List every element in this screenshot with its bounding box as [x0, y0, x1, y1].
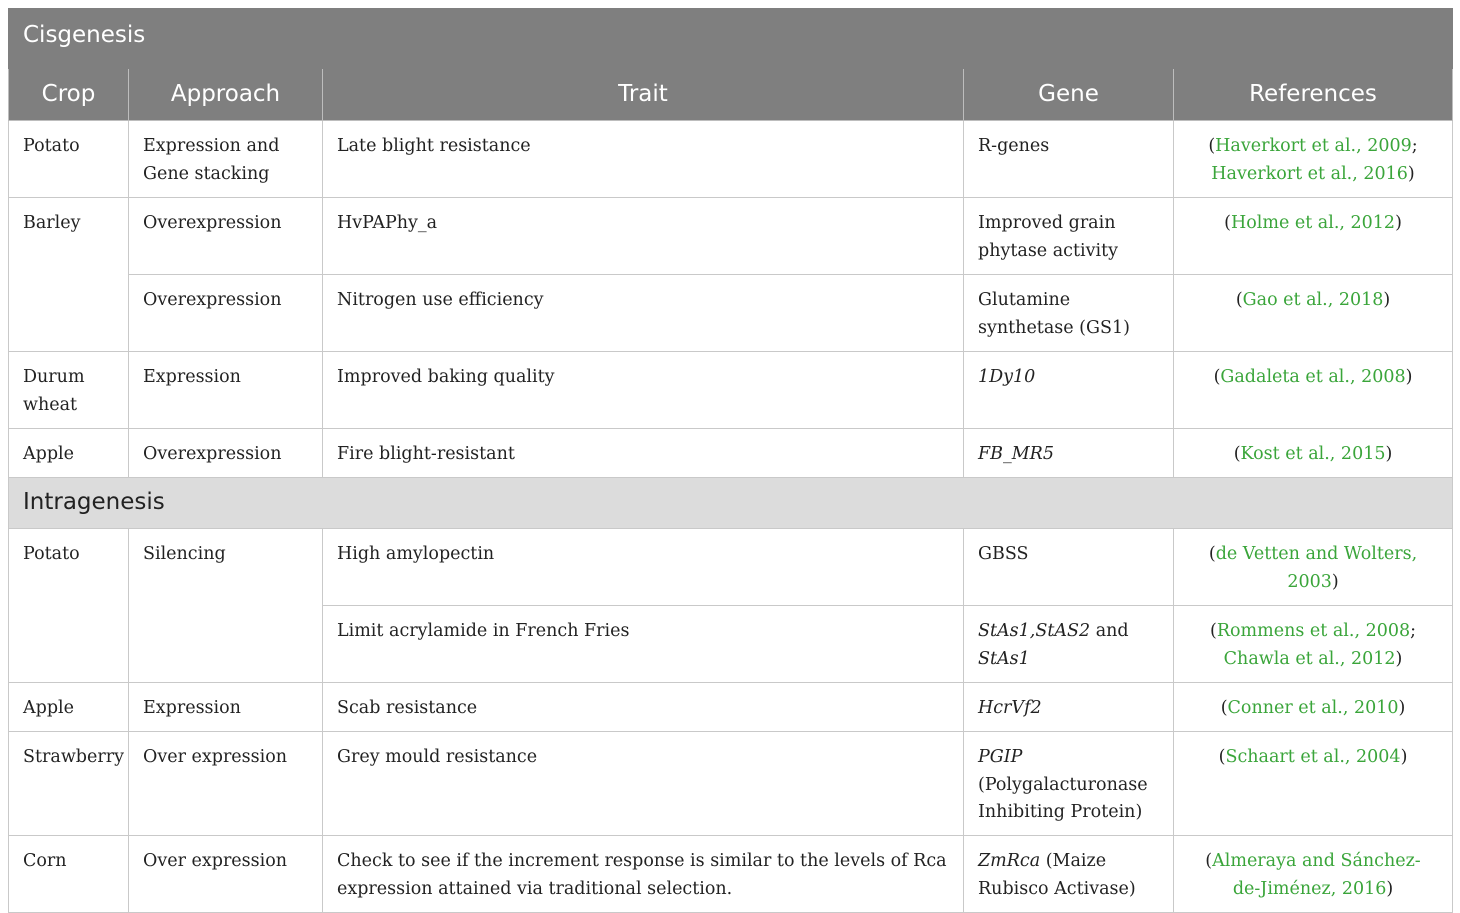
- trait-cell: Scab resistance: [323, 683, 964, 732]
- crop-cell: Barley: [9, 198, 129, 352]
- citation-link[interactable]: Haverkort et al., 2016: [1211, 163, 1408, 184]
- table-row: [9, 275, 1453, 352]
- table-row: [9, 529, 1453, 606]
- section-row-cisgenesis: [9, 9, 1453, 69]
- approach-cell: Overexpression: [129, 275, 323, 352]
- references-cell: (Kost et al., 2015): [1174, 429, 1453, 478]
- references-cell: (Rommens et al., 2008; Chawla et al., 2012): [1174, 606, 1453, 683]
- header-crop: Crop: [9, 69, 129, 121]
- gene-name: StAs1,StAS2: [978, 621, 1091, 641]
- citation-link[interactable]: Gadaleta et al., 2008: [1220, 367, 1406, 387]
- references-cell: (Conner et al., 2010): [1174, 683, 1453, 732]
- approach-cell: Overexpression: [129, 198, 323, 275]
- references-cell: (Haverkort et al., 2009; Haverkort et al., 2016): [1174, 121, 1453, 198]
- gene-cell: [964, 606, 1174, 683]
- section-row-intragenesis: [9, 478, 1453, 529]
- trait-cell: HvPAPhy_a: [323, 198, 964, 275]
- trait-cell: Check to see if the increment response is similar to the levels of Rca expression attained via traditional selection.: [323, 836, 964, 913]
- gene-cell: [964, 836, 1174, 913]
- trait-cell: Fire blight-resistant: [323, 429, 964, 478]
- crop-cell: Apple: [9, 683, 129, 732]
- approach-cell: Over expression: [129, 836, 323, 913]
- gene-cell: Improved grain phytase activity: [964, 198, 1174, 275]
- gene-description: (Maize Rubisco Activase): [978, 851, 1136, 899]
- table-row: [9, 198, 1453, 275]
- crop-cell: Durum wheat: [9, 352, 129, 429]
- trait-cell: Grey mould resistance: [323, 732, 964, 836]
- gene-cell: HcrVf2: [964, 683, 1174, 732]
- references-cell: (Gadaleta et al., 2008): [1174, 352, 1453, 429]
- gene-cell: Glutamine synthetase (GS1): [964, 275, 1174, 352]
- section-title-intragenesis: Intragenesis: [9, 478, 1453, 529]
- gene-cell: 1Dy10: [964, 352, 1174, 429]
- approach-cell: Expression and Gene stacking: [129, 121, 323, 198]
- section-title-cisgenesis: Cisgenesis: [9, 9, 1453, 69]
- crop-cell: Potato: [9, 121, 129, 198]
- citation-link[interactable]: Holme et al., 2012: [1230, 213, 1396, 233]
- trait-cell: Nitrogen use efficiency: [323, 275, 964, 352]
- header-references: References: [1174, 69, 1453, 121]
- citation-link[interactable]: Kost et al., 2015: [1240, 444, 1386, 464]
- table-row: [9, 683, 1453, 732]
- approach-cell: Expression: [129, 352, 323, 429]
- table-row: [9, 732, 1453, 836]
- citation-link[interactable]: Haverkort et al., 2009: [1215, 136, 1412, 156]
- header-trait: Trait: [323, 69, 964, 121]
- approach-cell: Expression: [129, 683, 323, 732]
- gene-description: (Polygalacturonase Inhibiting Protein): [978, 774, 1148, 822]
- citation-link[interactable]: Schaart et al., 2004: [1225, 747, 1401, 767]
- table-header-row: [9, 69, 1453, 121]
- table-row: [9, 352, 1453, 429]
- approach-cell: Silencing: [129, 529, 323, 683]
- gene-cell: GBSS: [964, 529, 1174, 606]
- trait-cell: Late blight resistance: [323, 121, 964, 198]
- header-gene: Gene: [964, 69, 1174, 121]
- crop-table: [8, 8, 1453, 913]
- table-row: [9, 836, 1453, 913]
- citation-link[interactable]: Conner et al., 2010: [1227, 698, 1399, 718]
- citation-link[interactable]: Almeraya and Sánchez-de-Jiménez, 2016: [1212, 851, 1421, 899]
- gene-cell: R-genes: [964, 121, 1174, 198]
- references-cell: (Gao et al., 2018): [1174, 275, 1453, 352]
- approach-cell: Over expression: [129, 732, 323, 836]
- table-row: [9, 121, 1453, 198]
- references-cell: (Schaart et al., 2004): [1174, 732, 1453, 836]
- citation-link[interactable]: Rommens et al., 2008: [1216, 621, 1411, 641]
- trait-cell: Limit acrylamide in French Fries: [323, 606, 964, 683]
- crop-cell: Apple: [9, 429, 129, 478]
- citation-link[interactable]: Chawla et al., 2012: [1223, 648, 1396, 669]
- header-approach: Approach: [129, 69, 323, 121]
- citation-link[interactable]: de Vetten and Wolters, 2003: [1215, 544, 1418, 592]
- trait-cell: Improved baking quality: [323, 352, 964, 429]
- crop-cell: Strawberry: [9, 732, 129, 836]
- references-cell: (Almeraya and Sánchez-de-Jiménez, 2016): [1174, 836, 1453, 913]
- crop-cell: Potato: [9, 529, 129, 683]
- gene-name: PGIP: [978, 747, 1023, 767]
- crop-cell: Corn: [9, 836, 129, 913]
- gene-name: StAs1: [978, 648, 1030, 669]
- references-cell: (Holme et al., 2012): [1174, 198, 1453, 275]
- gene-name: ZmRca: [978, 851, 1041, 871]
- trait-cell: High amylopectin: [323, 529, 964, 606]
- references-cell: (de Vetten and Wolters, 2003): [1174, 529, 1453, 606]
- table-row: [9, 429, 1453, 478]
- gene-cell: FB_MR5: [964, 429, 1174, 478]
- gene-connector: and: [1090, 621, 1129, 641]
- approach-cell: Overexpression: [129, 429, 323, 478]
- citation-link[interactable]: Gao et al., 2018: [1242, 290, 1384, 310]
- gene-cell: [964, 732, 1174, 836]
